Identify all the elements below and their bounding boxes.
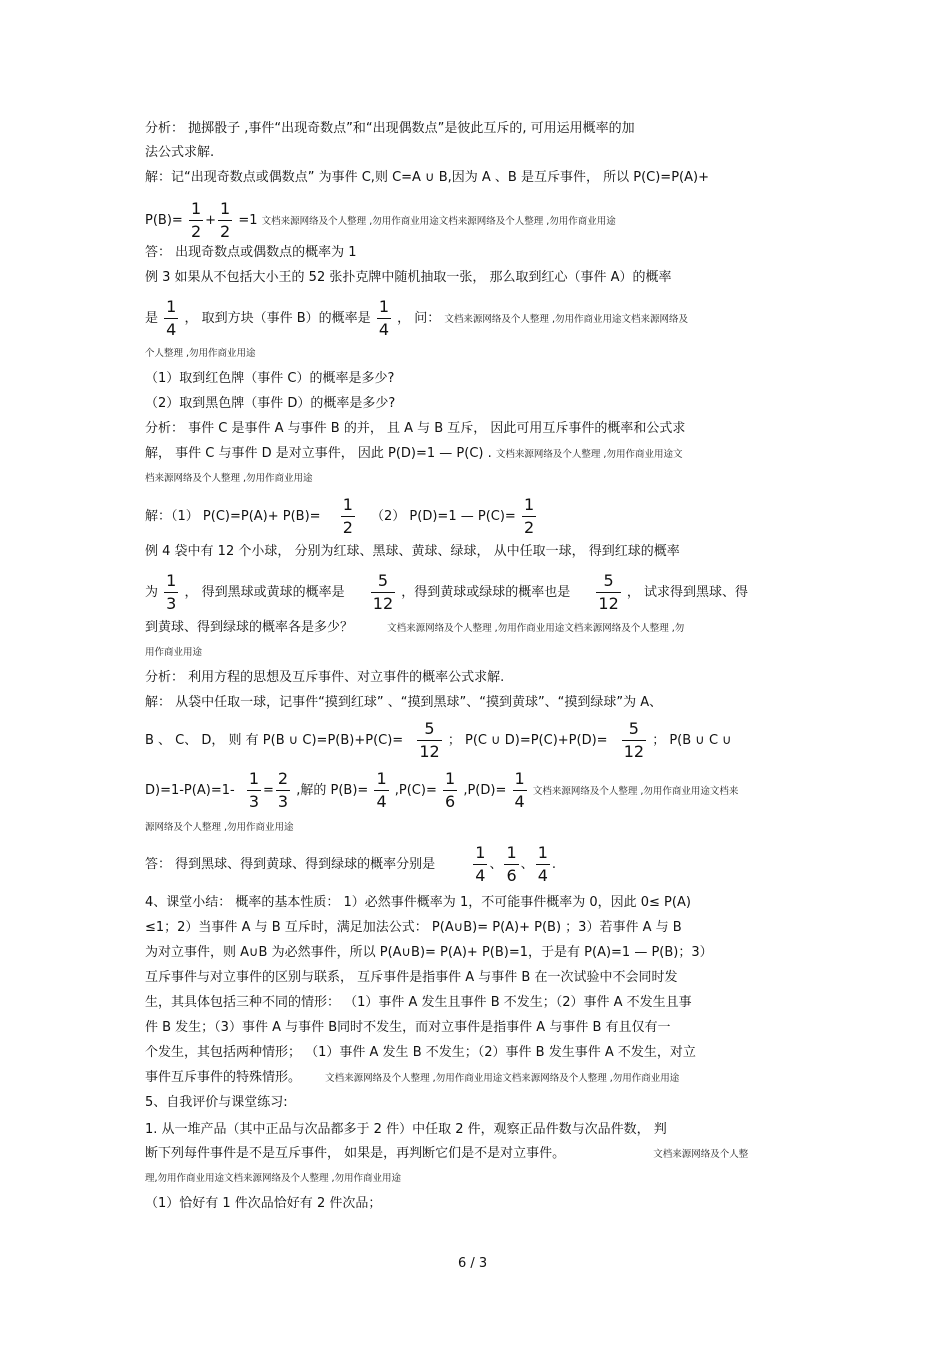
numerator: 2 [276, 768, 290, 791]
fraction [341, 494, 355, 539]
text-line: 4、课堂小结： 概率的基本性质： 1）必然事件概率为 1，不可能事件概率为 0，因此 0≤ P(A) [145, 895, 691, 910]
text: 解：（1） P(C)=P(A)+ P(B)= [145, 509, 321, 524]
fraction [513, 768, 527, 813]
watermark-note: 档来源网络及个人整理 ,勿用作商业用途 [145, 473, 313, 484]
equation-line [145, 718, 732, 763]
text-line: 分析： 事件 C 是事件 A 与事件 B 的并， 且 A 与 B 互斥， 因此可用互斥事件的概率和公式求 [145, 421, 686, 436]
watermark-note: 理,勿用作商业用途文档来源网络及个人整理 ,勿用作商业用途 [145, 1173, 402, 1184]
text: ，得到黄球或绿球的概率也是 [401, 585, 571, 600]
watermark-note: 文档来源网络及个人整理 ,勿用作商业用途文档来源网络及 [444, 314, 688, 325]
numerator: 1 [536, 842, 550, 865]
numerator: 1 [522, 494, 536, 517]
text: 到黄球、得到绿球的概率各是多少？ [145, 620, 354, 635]
text: 为 [145, 585, 159, 600]
text-line: 例 3 如果从不包括大小王的 52 张扑克牌中随机抽取一张， 那么取到红心（事件 A）的概率 [145, 270, 672, 285]
text-line: 生，其具体包括三种不同的情形： （1）事件 A 发生且事件 B 不发生；（2）事件 A 不发生且事 [145, 995, 692, 1010]
numerator: 5 [622, 718, 646, 741]
text-line: （2）取到黑色牌（事件 D）的概率是多少? [145, 396, 396, 411]
watermark-note: 文档来源网络及个人整 [653, 1149, 749, 1160]
numerator: 1 [218, 198, 232, 221]
watermark-note: 源网络及个人整理 ,勿用作商业用途 [145, 822, 294, 833]
numerator: 1 [473, 842, 487, 865]
equation-line [145, 570, 748, 615]
numerator: 5 [371, 570, 395, 593]
denominator: 12 [623, 742, 645, 761]
fraction [473, 842, 487, 887]
text-line [145, 446, 682, 463]
fraction [596, 570, 620, 615]
fraction [189, 198, 203, 243]
numerator: 1 [377, 296, 391, 319]
text: （2） P(D)=1 — P(C)= [371, 509, 516, 524]
text: P(B)= [145, 213, 183, 228]
text: =1 [238, 213, 258, 228]
denominator: 4 [378, 320, 389, 339]
watermark-note: 文档来源网络及个人整理 ,勿用作商业用途文档来源网络及个人整理 ,勿用作商业用途 [261, 216, 616, 227]
numerator: 1 [443, 768, 457, 791]
watermark-note: 个人整理 ,勿用作商业用途 [145, 348, 256, 359]
numerator: 1 [164, 296, 178, 319]
text: ， 试求得到黑球、得 [626, 585, 749, 600]
text: ,解的 P(B)= [296, 783, 369, 798]
text: = [263, 783, 274, 798]
text-line: 件 B 发生；（3）事件 A 与事件 B同时不发生，而对立事件是指事件 A 与事件 B 有且仅有一 [145, 1020, 671, 1035]
denominator: 6 [506, 866, 517, 885]
text: 是 [145, 311, 159, 326]
text-line: （1）恰好有 1 件次品恰好有 2 件次品； [145, 1196, 382, 1211]
denominator: 4 [475, 866, 486, 885]
fraction [622, 718, 646, 763]
text: 事件互斥事件的特殊情形。 [145, 1070, 302, 1085]
text: ， 得到黑球或黄球的概率是 [184, 585, 345, 600]
fraction [371, 570, 395, 615]
text: 断下列每件事件是不是互斥事件， 如果是，再判断它们是不是对立事件。 [145, 1146, 566, 1161]
watermark-note: 文档来源网络及个人整理 ,勿用作商业用途文 [495, 449, 683, 460]
numerator: 1 [341, 494, 355, 517]
fraction [218, 198, 232, 243]
denominator: 3 [277, 792, 289, 811]
text: ； P(C ∪ D)=P(C)+P(D)= [447, 733, 608, 748]
text: ， 取到方块（事件 B）的概率是 [184, 311, 371, 326]
text-line: 答： 出现奇数点或偶数点的概率为 1 [145, 245, 357, 260]
fraction [164, 570, 178, 615]
text-line [145, 1146, 748, 1163]
denominator: 4 [166, 320, 177, 339]
watermark-note: 文档来源网络及个人整理 ,勿用作商业用途文档来 [532, 786, 739, 797]
text-line [145, 1070, 679, 1087]
text-line: 解： 从袋中任取一球，记事件“摸到红球” 、“摸到黑球”、“摸到黄球”、“摸到绿球”为 A、 [145, 695, 663, 710]
fraction [377, 296, 391, 341]
equation-line [145, 494, 538, 539]
text: ， 问： [397, 311, 441, 326]
numerator: 1 [513, 768, 527, 791]
numerator: 1 [164, 570, 178, 593]
denominator: 6 [445, 792, 456, 811]
fraction [247, 768, 261, 813]
text-line: 法公式求解. [145, 145, 215, 160]
text-line: ≤1；2）当事件 A 与 B 互斥时，满足加法公式： P(A∪B)= P(A)+ P(B) ；3）若事件 A 与 B [145, 920, 682, 935]
fraction [374, 768, 388, 813]
text: 解， 事件 C 与事件 D 是对立事件， 因此 P(D)=1 — P(C) . [145, 446, 492, 461]
fraction [536, 842, 550, 887]
numerator: 1 [247, 768, 261, 791]
text: 答： 得到黑球、得到黄球、得到绿球的概率分别是 [145, 857, 436, 872]
text-line: 例 4 袋中有 12 个小球， 分别为红球、黑球、黄球、绿球， 从中任取一球， 得到红球的概率 [145, 544, 680, 559]
fraction [504, 842, 518, 887]
watermark-note: 用作商业用途 [145, 647, 203, 658]
equation-line [145, 842, 556, 887]
denominator: 2 [190, 222, 202, 241]
denominator: 4 [537, 866, 548, 885]
text: 、 [489, 857, 503, 872]
numerator: 1 [374, 768, 388, 791]
denominator: 12 [372, 594, 394, 613]
denominator: 12 [419, 742, 440, 761]
fraction [443, 768, 457, 813]
denominator: 2 [523, 518, 535, 537]
denominator: 2 [220, 222, 231, 241]
text: D)=1-P(A)=1- [145, 783, 235, 798]
fraction [164, 296, 178, 341]
text-line: （1）取到红色牌（事件 C）的概率是多少? [145, 371, 395, 386]
fraction [417, 718, 441, 763]
numerator: 5 [417, 718, 441, 741]
denominator: 12 [598, 594, 619, 613]
denominator: 3 [166, 594, 177, 613]
equation-line [145, 296, 688, 342]
text: ,P(D)= [463, 783, 507, 798]
denominator: 4 [376, 792, 387, 811]
watermark-note: 文档来源网络及个人整理 ,勿用作商业用途文档来源网络及个人整理 ,勿用作商业用途 [325, 1073, 680, 1084]
watermark-note: 文档来源网络及个人整理 ,勿用作商业用途文档来源网络及个人整理 ,勿 [387, 623, 685, 634]
text: ,P(C)= [394, 783, 437, 798]
text-line [145, 620, 684, 637]
text-line: 1. 从一堆产品（其中正品与次品都多于 2 件）中任取 2 件，观察正品件数与次品件数， 判 [145, 1122, 667, 1137]
text-line: 互斥事件与对立事件的区别与联系， 互斥事件是指事件 A 与事件 B 在一次试验中不会同时发 [145, 970, 678, 985]
text: . [551, 857, 557, 872]
fraction [522, 494, 536, 539]
text-line: 解：记“出现奇数点或偶数点” 为事件 C,则 C=A ∪ B,因为 A 、B 是互斥事件， 所以 P(C)=P(A)+ [145, 170, 709, 185]
numerator: 5 [596, 570, 620, 593]
denominator: 3 [248, 792, 259, 811]
denominator: 4 [514, 792, 525, 811]
text: ； P(B ∪ C ∪ [652, 733, 732, 748]
section-heading: 5、自我评价与课堂练习: [145, 1095, 288, 1110]
numerator: 1 [189, 198, 203, 221]
equation-line: P(B)= $\frac{1}{2}$ + $\frac{1}{2}$ =1 文档来源网络及个人整理 ,勿用作商业用途文档来源网络及个人整理 ,勿用作商业用途 [145, 199, 616, 241]
text: B 、 C、 D， 则 有 P(B ∪ C)=P(B)+P(C)= [145, 733, 404, 748]
numerator: 1 [504, 842, 518, 865]
text-line: 为对立事件，则 A∪B 为必然事件，所以 P(A∪B)= P(A)+ P(B)=1，于是有 P(A)=1 — P(B)；3） [145, 945, 713, 960]
text-line: 分析： 利用方程的思想及互斥事件、对立事件的概率公式求解. [145, 670, 505, 685]
page-number: 6 / 3 [458, 1256, 488, 1271]
denominator: 2 [342, 518, 353, 537]
text-line: 个发生，其包括两种情形； （1）事件 A 发生 B 不发生；（2）事件 B 发生事件 A 不发生，对立 [145, 1045, 696, 1060]
text-line: 分析： 抛掷骰子 ,事件“出现奇数点”和“出现偶数点”是彼此互斥的, 可用运用概率的加 [145, 121, 635, 136]
text: 、 [520, 857, 534, 872]
equation-line [145, 768, 738, 814]
fraction [276, 768, 290, 813]
